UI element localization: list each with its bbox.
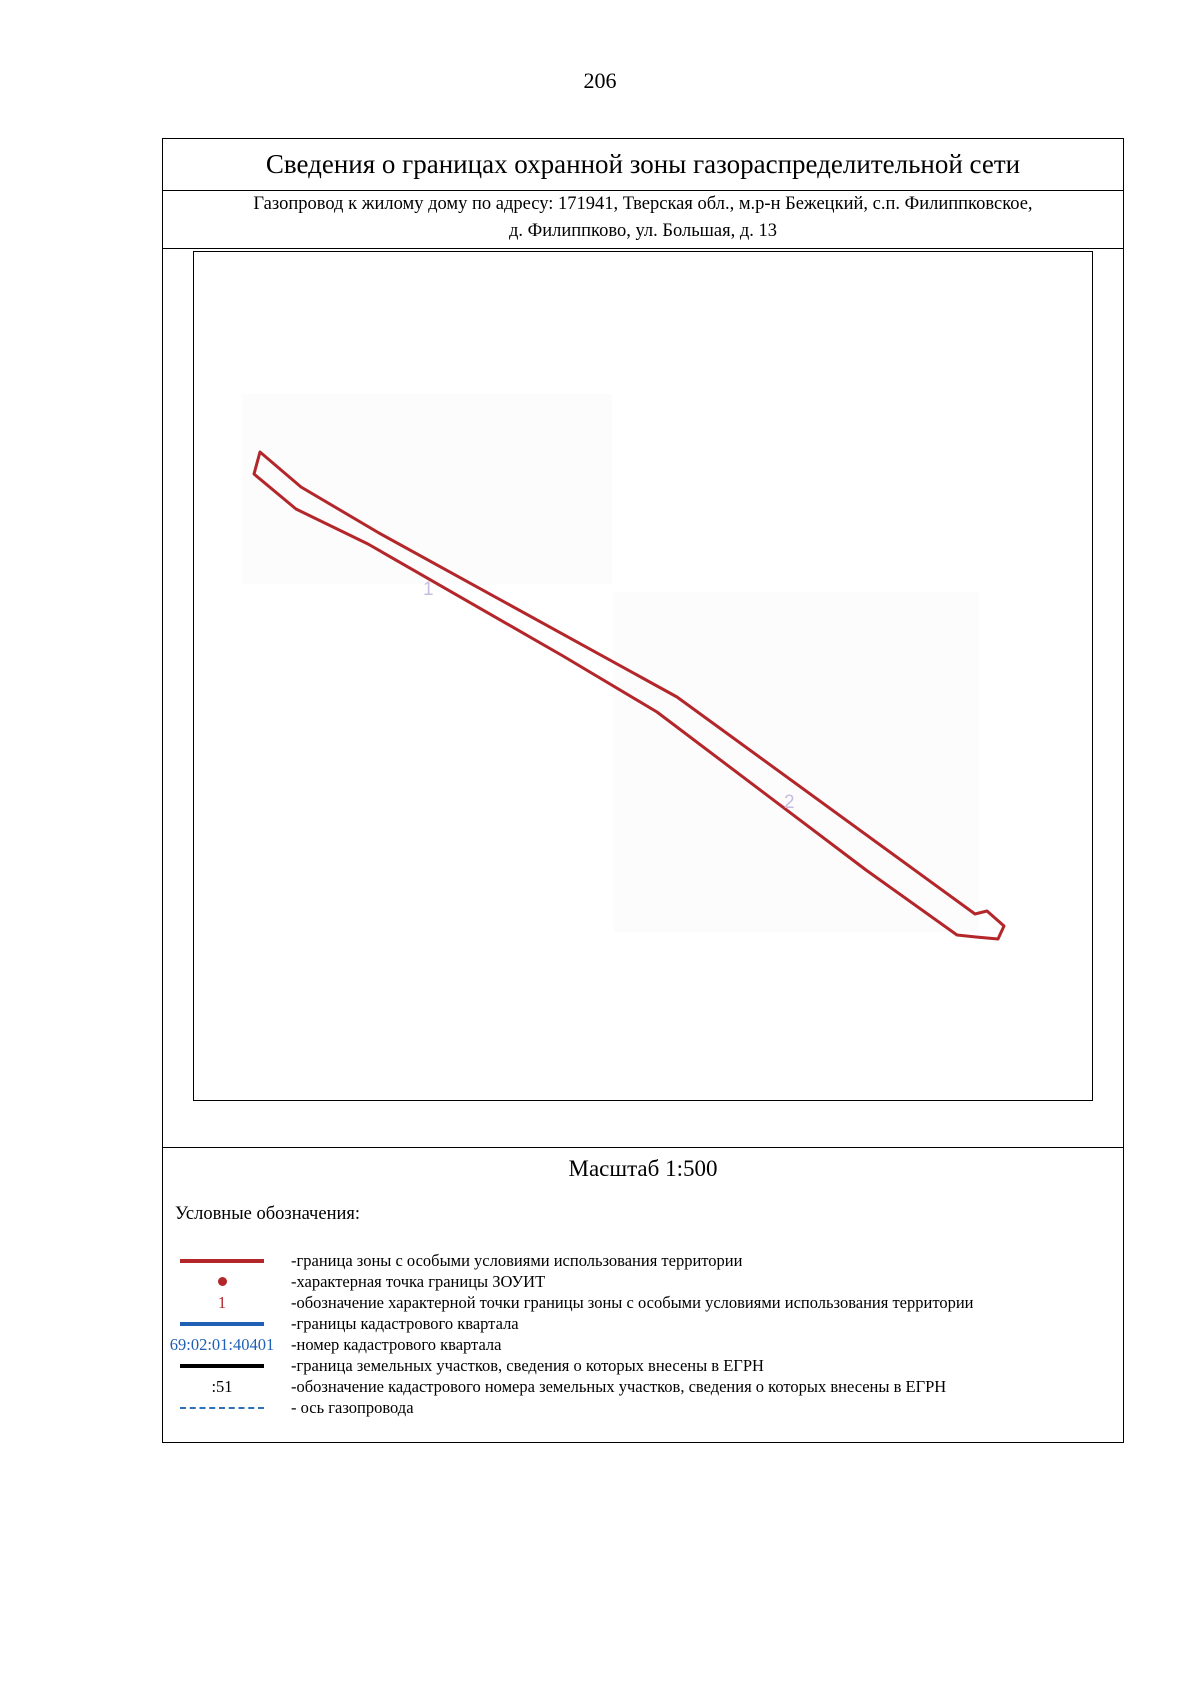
subtitle-line-2: д. Филиппково, ул. Большая, д. 13 (508, 221, 778, 241)
scale-label: Масштаб 1:500 (568, 1156, 718, 1181)
map-area (193, 251, 1093, 1101)
legend-item-text: -границы кадастрового квартала (291, 1314, 519, 1333)
legend-item-text: -характерная точка границы ЗОУИТ (291, 1272, 546, 1291)
map-tile (614, 592, 979, 932)
boundary-point-label-2: 2 (784, 792, 795, 813)
subtitle-line-1: Газопровод к жилому дому по адресу: 171941, Тверская обл., м.р-н Бежецкий, с.п. Филиппковское, (253, 194, 1033, 214)
legend-item-zone-boundary (163, 1250, 1123, 1271)
blue-line-icon (180, 1322, 264, 1326)
legend-item-zone-point (163, 1271, 1123, 1292)
map-tile (242, 394, 612, 584)
red-dot-icon (218, 1277, 227, 1286)
plot-number-symbol: :51 (211, 1377, 233, 1396)
point-number-symbol: 1 (217, 1293, 227, 1312)
legend-title: Условные обозначения: (175, 1204, 361, 1224)
legend-item-text: -обозначение кадастрового номера земельных участков, сведения о которых внесены в ЕГРН (291, 1377, 947, 1396)
legend-item-land-plot-number (163, 1376, 1123, 1397)
page-number: 206 (583, 68, 617, 93)
legend-item-text: -граница земельных участков, сведения о которых внесены в ЕГРН (291, 1356, 764, 1375)
dashed-blue-line-icon (180, 1407, 264, 1409)
legend-item-text: -обозначение характерной точки границы зоны с особыми условиями использования территории (291, 1293, 974, 1312)
legend-item-quarter-number (163, 1334, 1123, 1355)
legend-item-point-label (163, 1292, 1123, 1313)
quarter-number-symbol: 69:02:01:40401 (169, 1335, 275, 1354)
document-title: Сведения о границах охранной зоны газораспределительной сети (163, 139, 1123, 191)
legend-item-text: -граница зоны с особыми условиями использования территории (291, 1251, 743, 1270)
black-line-icon (180, 1364, 264, 1368)
legend-item-land-plot-boundary (163, 1355, 1123, 1376)
legend-item-text: -номер кадастрового квартала (291, 1335, 502, 1354)
legend-item-cadastral-quarter (163, 1313, 1123, 1334)
document-subtitle (163, 191, 1123, 249)
legend-area (163, 1147, 1123, 1444)
document-frame (162, 138, 1124, 1443)
legend-item-pipeline-axis (163, 1397, 1123, 1418)
legend-item-text: - ось газопровода (291, 1398, 414, 1417)
red-line-icon (180, 1259, 264, 1263)
map-svg (194, 252, 1091, 1099)
boundary-point-label-1: 1 (423, 579, 434, 600)
